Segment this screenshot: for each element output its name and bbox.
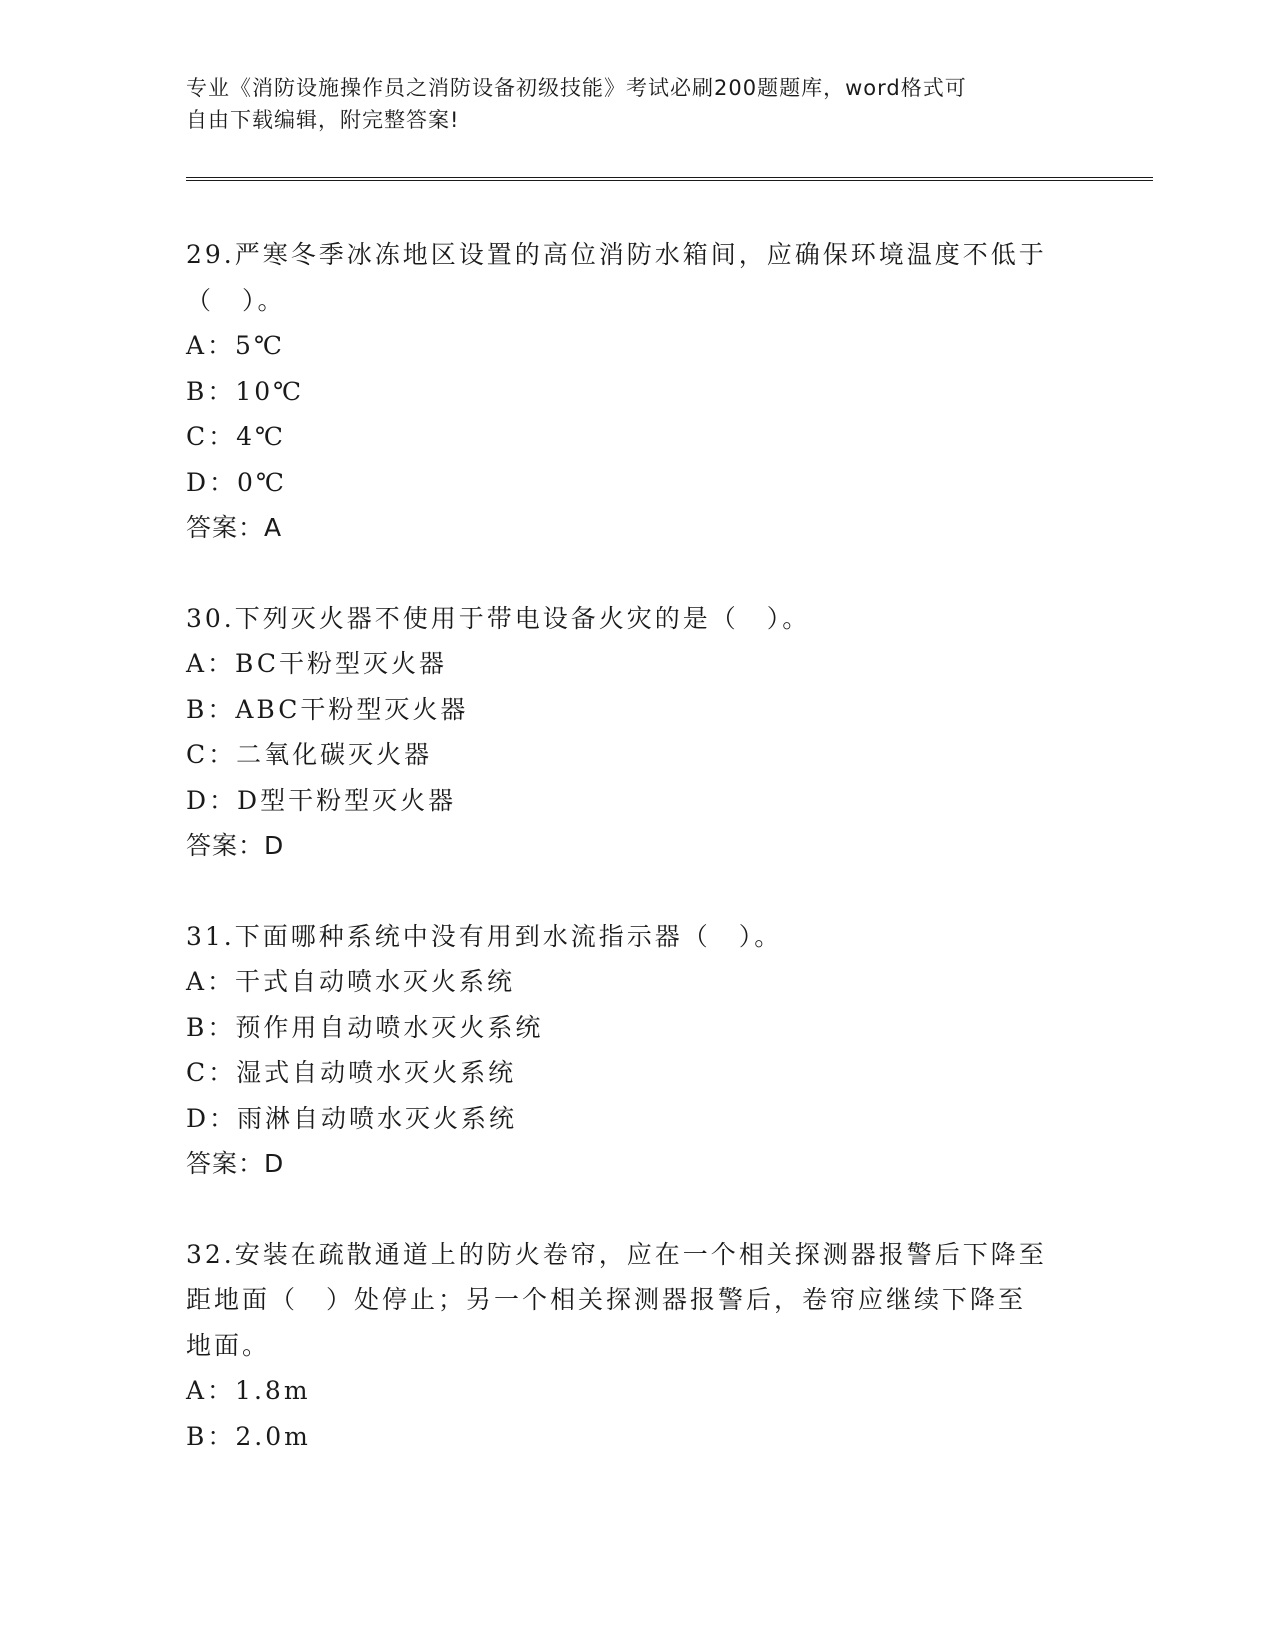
question-list: [186, 232, 1086, 1504]
question-text: 距地面（ ）处停止；另一个相关探测器报警后，卷帘应继续下降至: [186, 1285, 1027, 1314]
option-d: D：0℃: [186, 467, 287, 497]
question-text: 31.下面哪种系统中没有用到水流指示器（ ）。: [186, 921, 783, 951]
answer: 答案：D: [186, 1149, 285, 1178]
question-text: 地面。: [186, 1330, 271, 1360]
option-a: A：1.8m: [186, 1376, 311, 1405]
option-d: D：雨淋自动喷水灭火系统: [186, 1103, 518, 1133]
question-text: 29.严寒冬季冰冻地区设置的高位消防水箱间，应确保环境温度不低于: [186, 240, 1047, 269]
option-a: A：5℃: [186, 331, 285, 360]
option-c: C：4℃: [186, 422, 287, 451]
header-divider: [186, 177, 1153, 181]
question-text: （ ）。: [186, 285, 286, 315]
option-c: C：湿式自动喷水灭火系统: [186, 1058, 517, 1087]
question-31: [186, 914, 1086, 1187]
option-b: B：ABC干粉型灭火器: [186, 694, 469, 724]
question-text: 30.下列灭火器不使用于带电设备火灾的是（ ）。: [186, 603, 811, 633]
answer: 答案：D: [186, 831, 285, 860]
question-text: 32.安装在疏散通道上的防火卷帘，应在一个相关探测器报警后下降至: [186, 1239, 1047, 1269]
option-b: B：2.0m: [186, 1421, 311, 1451]
option-c: C：二氧化碳灭火器: [186, 740, 433, 769]
option-d: D：D型干粉型灭火器: [186, 785, 457, 815]
question-29: [186, 232, 1086, 551]
question-30: [186, 596, 1086, 869]
option-b: B：预作用自动喷水灭火系统: [186, 1012, 544, 1042]
option-b: B：10℃: [186, 376, 305, 406]
answer: 答案：A: [186, 513, 283, 542]
document-header: [186, 72, 1086, 136]
option-a: A：BC干粉型灭火器: [186, 649, 448, 678]
header-line-2: 自由下载编辑，附完整答案!: [186, 108, 460, 132]
option-a: A：干式自动喷水灭火系统: [186, 967, 516, 996]
question-32: [186, 1232, 1086, 1460]
header-line-1: 专业《消防设施操作员之消防设备初级技能》考试必刷200题题库，word格式可: [186, 76, 967, 100]
